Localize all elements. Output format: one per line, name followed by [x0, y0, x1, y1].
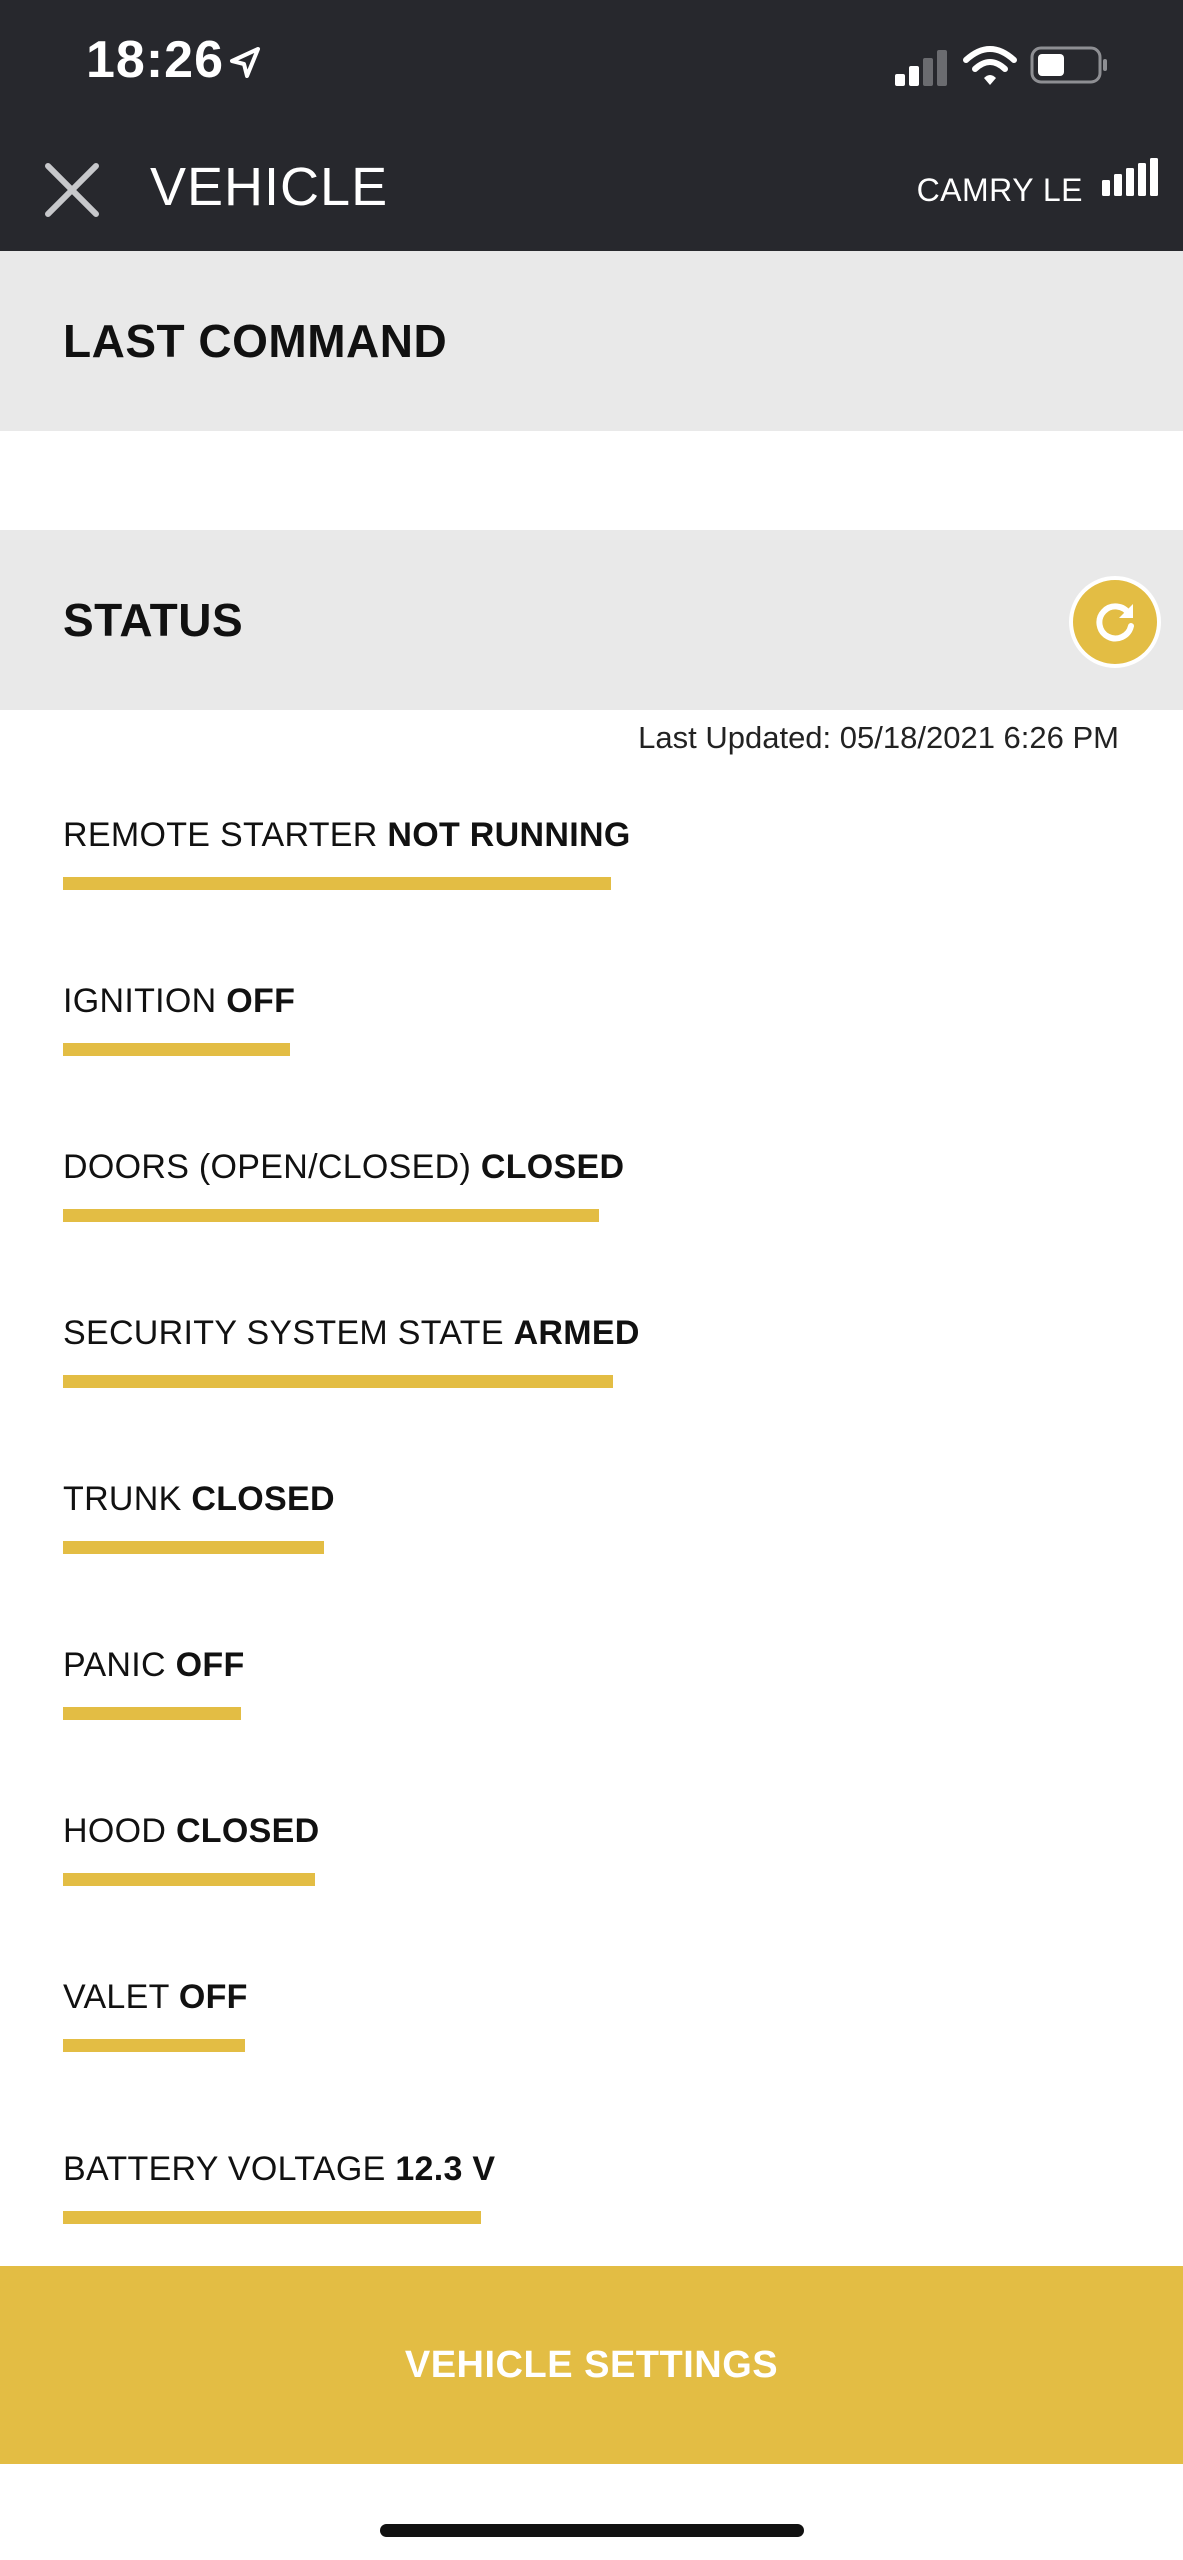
status-item-trunk — [63, 1480, 335, 1554]
status-label: TRUNK — [63, 1480, 182, 1518]
status-underline — [63, 1043, 290, 1056]
status-header — [0, 530, 1183, 710]
status-label: DOORS (OPEN/CLOSED) — [63, 1148, 472, 1186]
status-value: CLOSED — [480, 1148, 625, 1186]
home-indicator — [380, 2524, 804, 2537]
close-icon[interactable] — [44, 162, 100, 218]
status-value: NOT RUNNING — [387, 816, 631, 854]
status-label: SECURITY SYSTEM STATE — [63, 1314, 504, 1352]
status-value: OFF — [178, 1978, 248, 2016]
vehicle-signal-icon — [1102, 158, 1162, 198]
status-item-valet — [63, 1978, 248, 2052]
battery-icon — [1030, 46, 1110, 86]
status-item-hood — [63, 1812, 319, 1886]
status-value: CLOSED — [175, 1812, 320, 1850]
status-value: ARMED — [513, 1314, 640, 1352]
status-label: BATTERY VOLTAGE — [63, 2150, 386, 2188]
top-bar — [0, 0, 1183, 251]
status-item-ignition — [63, 982, 295, 1056]
status-underline — [63, 1707, 241, 1720]
vehicle-name[interactable]: CAMRY LE — [916, 172, 1083, 208]
status-item-panic — [63, 1646, 245, 1720]
location-arrow-icon — [228, 46, 262, 80]
page-title: VEHICLE — [150, 157, 389, 217]
last-command-title: LAST COMMAND — [63, 315, 448, 367]
vehicle-settings-button[interactable]: VEHICLE SETTINGS — [0, 2266, 1183, 2464]
status-value: 12.3 V — [395, 2150, 496, 2188]
last-updated: Last Updated: 05/18/2021 6:26 PM — [638, 720, 1119, 755]
status-underline — [63, 877, 611, 890]
status-label: VALET — [63, 1978, 170, 2016]
status-item-doors — [63, 1148, 624, 1222]
status-bar-time: 18:26 — [86, 31, 224, 89]
status-label: PANIC — [63, 1646, 166, 1684]
status-label: HOOD — [63, 1812, 167, 1850]
cellular-signal-icon — [895, 48, 951, 88]
status-label: REMOTE STARTER — [63, 816, 378, 854]
status-underline — [63, 2211, 481, 2224]
status-title: STATUS — [63, 594, 244, 646]
status-value: OFF — [175, 1646, 245, 1684]
refresh-button[interactable] — [1069, 576, 1161, 668]
status-underline — [63, 2039, 245, 2052]
status-value: OFF — [226, 982, 296, 1020]
refresh-icon — [1089, 596, 1141, 648]
status-underline — [63, 1873, 315, 1886]
status-underline — [63, 1541, 324, 1554]
last-command-header — [0, 251, 1183, 431]
status-underline — [63, 1209, 599, 1222]
status-item-security — [63, 1314, 640, 1388]
status-item-remote-starter — [63, 816, 631, 890]
wifi-icon — [962, 44, 1018, 88]
status-label: IGNITION — [63, 982, 217, 1020]
status-value: CLOSED — [191, 1480, 335, 1518]
status-underline — [63, 1375, 613, 1388]
status-item-battery-voltage — [63, 2150, 495, 2224]
